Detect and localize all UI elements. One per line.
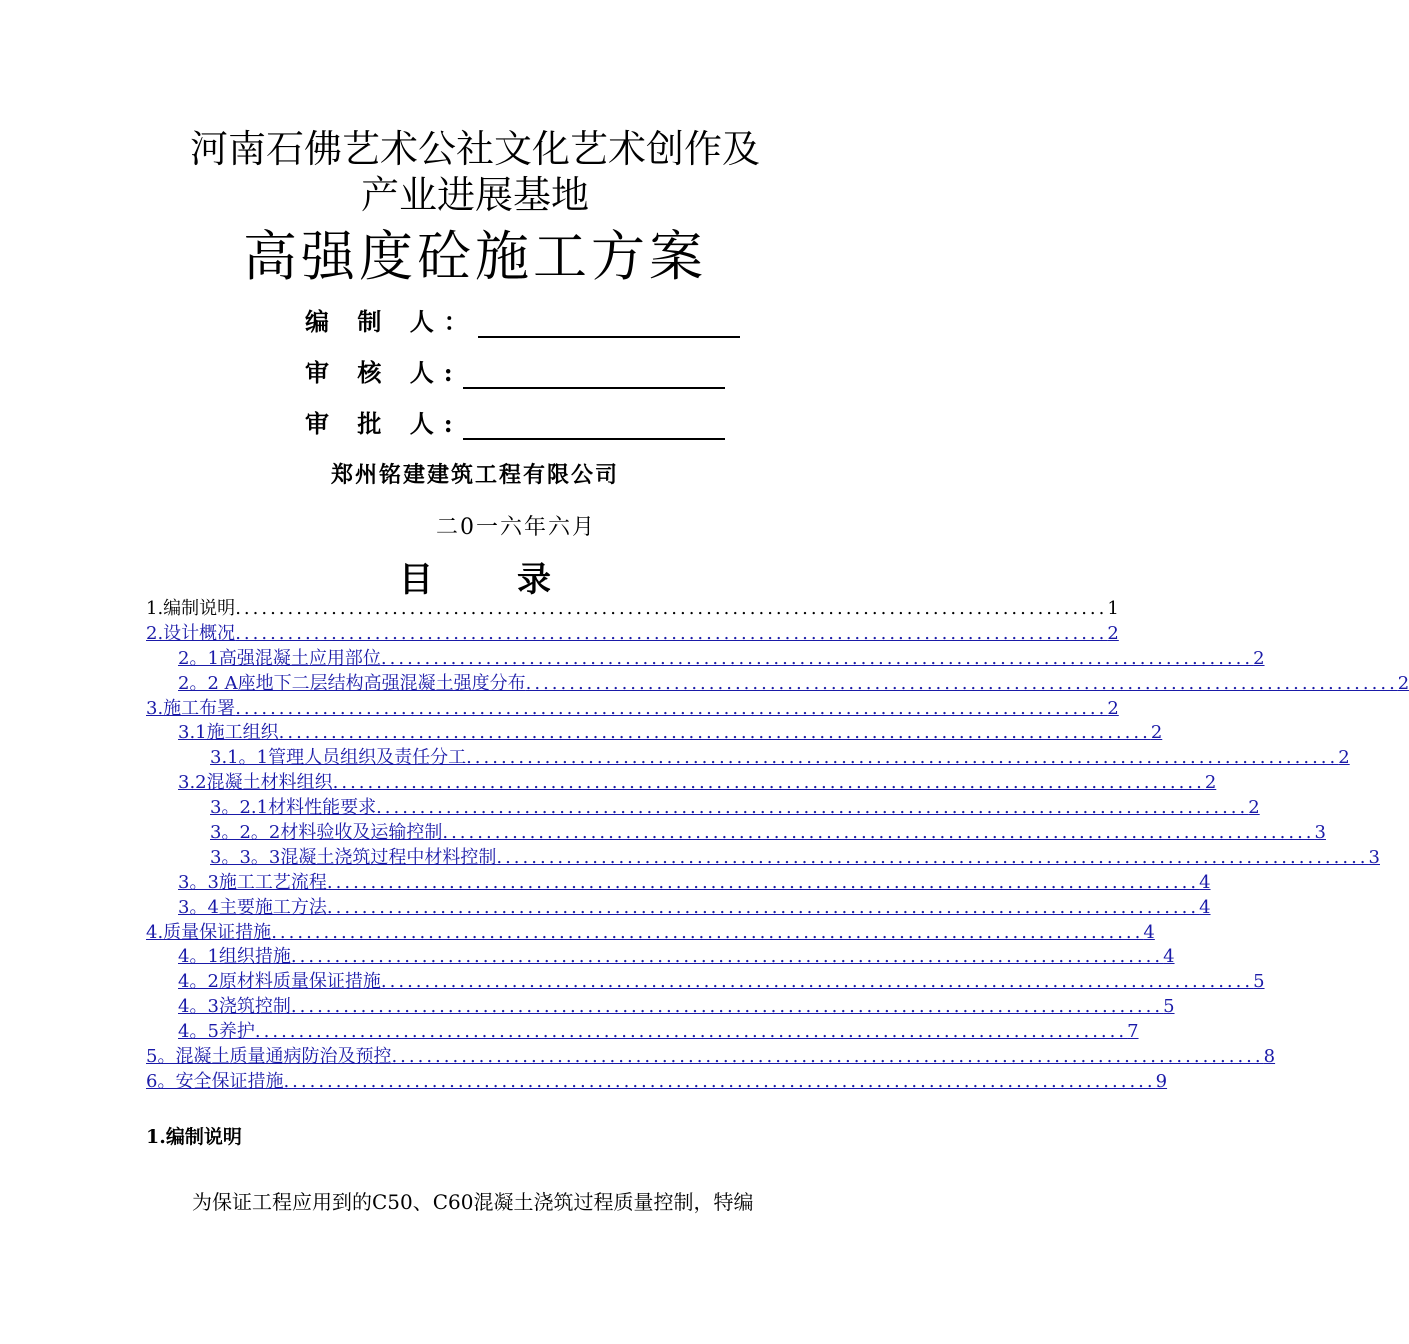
document-date: 二0一六年六月 — [436, 515, 596, 540]
company-name: 郑州铭建建筑工程有限公司 — [330, 463, 619, 488]
signature-reviewer-row — [305, 357, 725, 389]
toc-entry[interactable] — [146, 1070, 1168, 1095]
toc-entry[interactable] — [146, 970, 1265, 995]
reviewer-signature-line — [463, 361, 725, 389]
compiler-signature-line — [478, 310, 740, 338]
toc-leader-dots: .................................................................................................... — [235, 622, 1108, 644]
toc-entry[interactable] — [146, 771, 1217, 796]
toc-entry-page: 5 — [1253, 971, 1265, 993]
toc-leader-dots: .................................................................................................... — [326, 871, 1200, 893]
toc-entry-page: 4 — [1199, 896, 1211, 918]
toc-entry-text: 2.设计概况 — [146, 622, 236, 644]
toc-leader-dots: .................................................................................................... — [466, 747, 1339, 769]
toc-entry-text: 3.2混凝土材料组织 — [178, 772, 333, 794]
signature-approver-row — [305, 408, 725, 440]
toc-entry-page: 7 — [1127, 1021, 1139, 1043]
toc-entry-text: 3。3。3混凝土浇筑过程中材料控制 — [210, 846, 497, 868]
toc-entry-page: 2 — [1204, 772, 1217, 794]
toc-entry-text: 4。5养护 — [178, 1021, 255, 1043]
title-line-2: 产业进展基地 — [360, 173, 589, 217]
toc-title-left: 目 — [399, 560, 433, 600]
approver-label: 审 批 人: — [305, 409, 463, 438]
toc-leader-dots: .................................................................................................... — [254, 1021, 1128, 1043]
toc-entry-text: 6。安全保证措施 — [146, 1070, 284, 1092]
toc-entry-page: 4 — [1143, 921, 1155, 943]
toc-leader-dots: .................................................................................................... — [332, 772, 1205, 794]
toc-entry[interactable] — [146, 921, 1155, 946]
toc-leader-dots: .................................................................................................... — [283, 1070, 1156, 1092]
toc-entry-page: 3 — [1368, 846, 1380, 868]
body-paragraph: 为保证工程应用到的C50、C60混凝土浇筑过程质量控制，特编 — [192, 1190, 754, 1214]
toc-entry-text: 3.施工布署 — [146, 697, 236, 719]
toc-entry-page: 2 — [1253, 647, 1265, 669]
toc-entry-page: 1 — [1107, 598, 1119, 619]
toc-entry-page: 2 — [1107, 622, 1119, 644]
toc-entry-page: 2 — [1248, 797, 1260, 819]
toc-entry-text: 5。混凝土质量通病防治及预控 — [146, 1046, 392, 1068]
toc-entry[interactable] — [146, 995, 1175, 1020]
reviewer-label: 审 核 人: — [305, 358, 463, 387]
toc-entry-text: 4。3浇筑控制 — [178, 996, 291, 1018]
toc-entry-text: 1.编制说明 — [146, 598, 236, 619]
toc-entry-text: 2。2 A座地下二层结构高强混凝土强度分布 — [178, 672, 526, 694]
toc-leader-dots: .................................................................................................... — [271, 921, 1144, 943]
toc-entry-text: 3。2.1材料性能要求 — [210, 797, 377, 819]
toc-leader-dots: .................................................................................................... — [290, 946, 1164, 968]
toc-entry-text: 4.质量保证措施 — [146, 921, 272, 943]
toc-entry-page: 2 — [1107, 697, 1119, 719]
toc-leader-dots: .................................................................................................... — [380, 647, 1254, 669]
toc-leader-dots: .................................................................................................... — [380, 971, 1254, 993]
table-of-contents — [146, 597, 1409, 1095]
toc-entry-page: 5 — [1163, 996, 1175, 1018]
toc-leader-dots: .................................................................................................... — [525, 672, 1398, 694]
toc-entry[interactable] — [146, 597, 1119, 622]
toc-entry-text: 3。3施工工艺流程 — [178, 871, 327, 893]
toc-entry[interactable] — [146, 622, 1119, 647]
toc-entry-page: 3 — [1314, 822, 1326, 844]
toc-entry-text: 3。4主要施工方法 — [178, 896, 327, 918]
toc-leader-dots: .................................................................................................... — [391, 1046, 1264, 1068]
toc-entry-page: 4 — [1199, 871, 1211, 893]
signature-compiler-row — [305, 306, 740, 338]
toc-entry-text: 3.1。1管理人员组织及责任分工 — [210, 747, 467, 769]
toc-entry[interactable] — [146, 721, 1163, 746]
compiler-label: 编 制 人： — [305, 307, 478, 336]
approver-signature-line — [463, 412, 725, 440]
toc-entry[interactable] — [146, 896, 1211, 921]
toc-title — [0, 552, 950, 601]
toc-entry-text: 3.1施工组织 — [178, 722, 279, 744]
toc-leader-dots: .................................................................................................... — [442, 822, 1315, 844]
toc-entry-page: 2 — [1397, 672, 1409, 694]
section-heading: 1.编制说明 — [146, 1126, 242, 1148]
toc-entry-page: 8 — [1263, 1046, 1276, 1068]
toc-entry[interactable] — [146, 647, 1265, 672]
toc-entry-text: 3。2。2材料验收及运输控制 — [210, 822, 443, 844]
toc-entry[interactable] — [146, 672, 1409, 697]
toc-leader-dots: .................................................................................................... — [235, 598, 1108, 619]
toc-entry-page: 2 — [1338, 747, 1350, 769]
toc-entry-page: 2 — [1150, 722, 1163, 744]
toc-entry-page: 9 — [1155, 1070, 1168, 1092]
toc-entry-text: 4。1组织措施 — [178, 946, 291, 968]
toc-entry[interactable] — [146, 871, 1211, 896]
toc-entry-text: 4。2原材料质量保证措施 — [178, 971, 381, 993]
toc-leader-dots: .................................................................................................... — [278, 722, 1151, 744]
toc-entry[interactable] — [146, 1020, 1139, 1045]
toc-leader-dots: .................................................................................................... — [326, 896, 1200, 918]
main-title: 高强度砼施工方案 — [243, 225, 707, 288]
title-line-1: 河南石佛艺术公社文化艺术创作及 — [189, 127, 760, 171]
toc-entry[interactable] — [146, 945, 1175, 970]
toc-entry[interactable] — [146, 796, 1260, 821]
toc-entry-text: 2。1高强混凝土应用部位 — [178, 647, 381, 669]
toc-entry[interactable] — [146, 746, 1350, 771]
toc-title-right: 录 — [517, 560, 551, 600]
toc-leader-dots: .................................................................................................... — [376, 797, 1249, 819]
toc-entry[interactable] — [146, 846, 1380, 871]
toc-entry[interactable] — [146, 697, 1119, 722]
toc-entry[interactable] — [146, 1045, 1276, 1070]
toc-entry[interactable] — [146, 821, 1326, 846]
toc-leader-dots: .................................................................................................... — [235, 697, 1108, 719]
toc-leader-dots: .................................................................................................... — [496, 846, 1369, 868]
toc-leader-dots: .................................................................................................... — [290, 996, 1164, 1018]
toc-entry-page: 4 — [1163, 946, 1175, 968]
